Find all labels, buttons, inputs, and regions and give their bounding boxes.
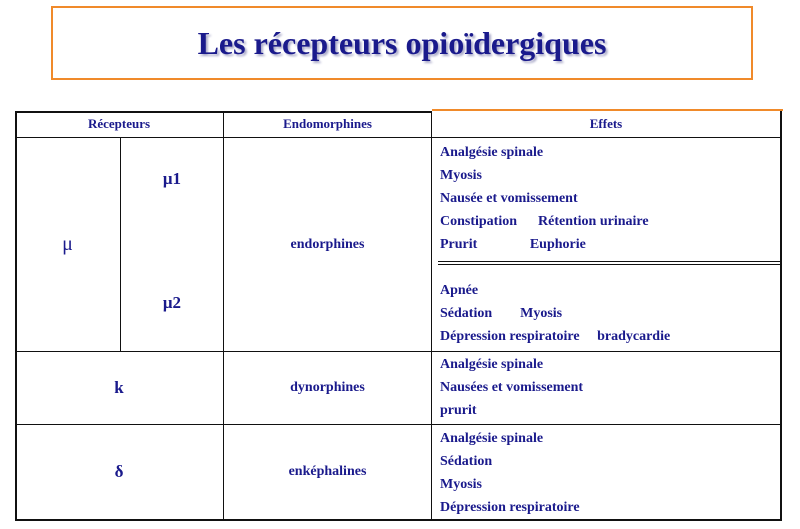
effect-line: Dépression respiratoire (440, 500, 580, 515)
effect-line: Sédation (440, 454, 493, 469)
col-divider-2 (431, 111, 432, 521)
delta-effects (440, 427, 580, 519)
table-right-border (780, 111, 782, 521)
effect-line: Constipation Rétention urinaire (440, 214, 649, 229)
kappa-effects (440, 353, 583, 422)
effect-line: Nausée et vomissement (440, 191, 578, 206)
header-receptors: Récepteurs (87, 116, 151, 131)
effect-line: Dépression respiratoire bradycardie (440, 329, 671, 344)
mu-effects-divider-b (438, 264, 780, 265)
page-title: Les récepteurs opioïdergiques (197, 24, 607, 61)
delta-endomorphine: enképhalines (288, 464, 367, 479)
effect-line: prurit (440, 403, 477, 418)
mu-effects-divider-a (438, 261, 780, 262)
effect-line: Sédation Myosis (440, 306, 563, 321)
receptors-table (15, 111, 782, 521)
effect-line: Myosis (440, 477, 482, 492)
mu1-effects (440, 141, 649, 256)
table-bottom-border (15, 519, 782, 521)
effect-line: Analgésie spinale (440, 357, 544, 372)
effect-line: Nausées et vomissement (440, 380, 584, 395)
header-effects: Effets (589, 116, 623, 131)
mu2-effects (440, 279, 670, 348)
effect-line: Analgésie spinale (440, 145, 544, 160)
effect-line: Analgésie spinale (440, 431, 544, 446)
effect-line: Myosis (440, 168, 482, 183)
mu-endomorphine: endorphines (290, 236, 365, 252)
mu1-label: μ1 (162, 169, 182, 188)
kappa-endomorphine: dynorphines (290, 380, 365, 395)
title-box (51, 6, 753, 80)
effect-line: Prurit Euphorie (440, 237, 586, 252)
mu-symbol: μ (62, 233, 73, 255)
header-endomorphines: Endomorphines (283, 116, 372, 131)
kappa-symbol: k (114, 378, 124, 397)
effect-line: Apnée (440, 283, 479, 298)
mu2-label: μ2 (162, 293, 182, 312)
delta-symbol: δ (114, 462, 124, 481)
